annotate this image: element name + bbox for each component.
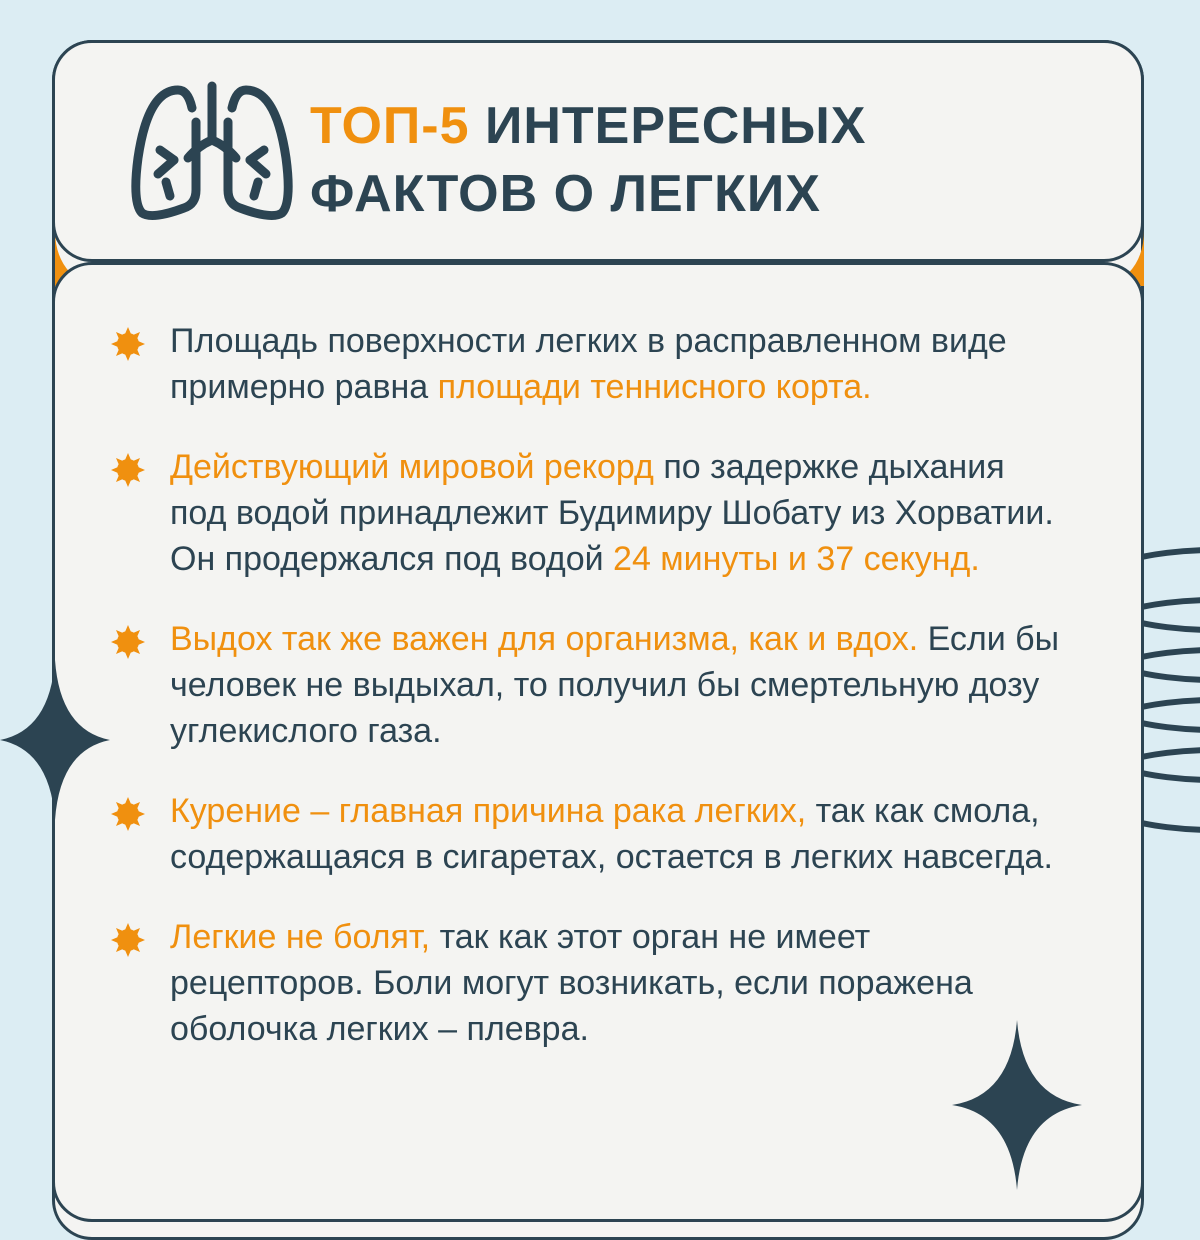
sparkle-star-icon (952, 1020, 1082, 1190)
fact-3-text: Если бы человек не выдыхал, то получил бы смертельную дозу углекислого газа. (170, 620, 1060, 750)
fact-item (110, 318, 1070, 410)
bullet-icon (110, 796, 146, 832)
page-title (310, 92, 866, 228)
fact-1-highlight: площади теннисного корта. (437, 368, 872, 406)
fact-5-highlight: Легкие не болят, (170, 918, 431, 956)
lungs-icon (128, 78, 296, 228)
title-line-2: ФАКТОВ О ЛЕГКИХ (310, 165, 821, 223)
fact-3-highlight: Выдох так же важен для организма, как и вдох. (170, 620, 919, 658)
bullet-icon (110, 326, 146, 362)
fact-item (110, 914, 1070, 1052)
sparkle-star-icon (0, 660, 110, 820)
bullet-icon (110, 922, 146, 958)
title-accent: ТОП-5 (310, 97, 470, 155)
fact-item (110, 444, 1070, 582)
fact-4-highlight: Курение – главная причина рака легких, (170, 792, 807, 830)
fact-5-text: так как этот орган не имеет рецепторов. Боли могут возникать, если поражена оболочка легких – плевра. (170, 918, 973, 1048)
title-line1-rest: ИНТЕРЕСНЫХ (469, 97, 867, 155)
fact-1-text: Площадь поверхности легких в расправленном виде примерно равна (170, 322, 1007, 406)
facts-list (110, 318, 1070, 1086)
bullet-icon (110, 452, 146, 488)
fact-2-text: по задержке дыхания под водой принадлежит Будимиру Шобату из Хорватии. Он продержался под водой (170, 448, 1054, 578)
fact-item (110, 616, 1070, 754)
fact-item (110, 788, 1070, 880)
fact-2-highlight: Действующий мировой рекорд (170, 448, 654, 486)
bullet-icon (110, 624, 146, 660)
title-line-1 (310, 92, 866, 160)
fact-4-text: так как смола, содержащаяся в сигаретах, остается в легких навсегда. (170, 792, 1053, 876)
fact-2-highlight-2: 24 минуты и 37 секунд. (613, 540, 980, 578)
